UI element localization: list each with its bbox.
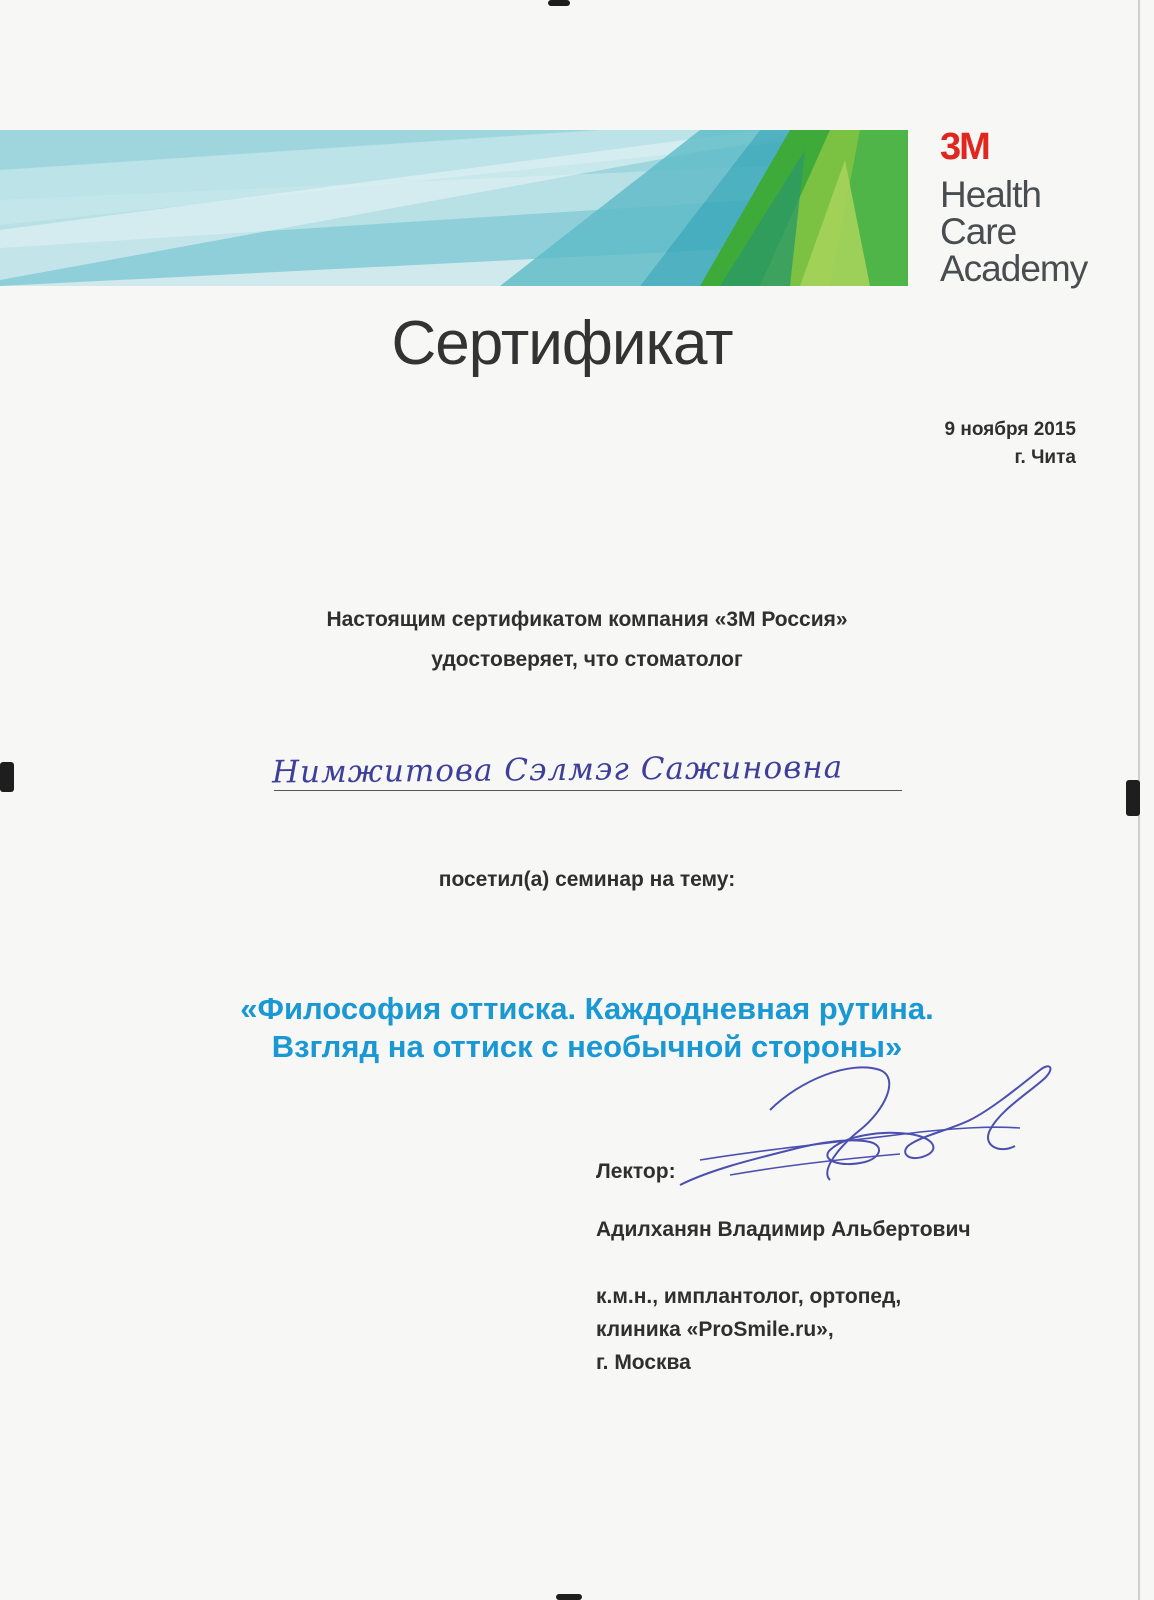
banner-graphic (0, 130, 908, 286)
intro-text (0, 600, 1154, 680)
certificate-title: Сертификат (391, 309, 733, 378)
issue-city: г. Чита (1014, 447, 1076, 468)
frame-clip-right (1126, 780, 1140, 816)
lector-details (596, 1280, 901, 1379)
frame-clip-left (0, 762, 14, 792)
lector-detail-1: к.м.н., имплантолог, ортопед, (596, 1285, 902, 1308)
topic-line-1: «Философия оттиска. Каждодневная рутина. (240, 991, 934, 1026)
issue-date: 9 ноября 2015 (944, 419, 1076, 440)
topic-line-2: Взгляд на оттиск с необычной стороны» (271, 1029, 903, 1064)
intro-line-2: удостоверяет, что стоматолог (431, 648, 743, 671)
lector-detail-2: клиника «ProSmile.ru», (596, 1318, 834, 1341)
frame-clip-top (548, 0, 570, 6)
academy-line-3: Academy (940, 248, 1088, 289)
intro-line-1: Настоящим сертификатом компания «3М Россия» (326, 608, 848, 631)
academy-name (940, 176, 1087, 287)
name-underline (274, 790, 902, 791)
lector-label: Лектор: (596, 1160, 676, 1183)
recipient-name-handwritten: Нимжитова Сэлмэг Сажиновна (271, 749, 844, 791)
date-location (945, 416, 1077, 472)
academy-line-1: Health (940, 174, 1041, 215)
lector-detail-3: г. Москва (596, 1351, 691, 1374)
signature (670, 1050, 1060, 1200)
academy-line-2: Care (940, 211, 1017, 252)
lector-name: Адилханян Владимир Альбертович (596, 1218, 971, 1241)
frame-clip-bottom (556, 1594, 582, 1600)
attended-text: посетил(а) семинар на тему: (438, 868, 736, 891)
3m-logo: 3M (940, 126, 989, 168)
